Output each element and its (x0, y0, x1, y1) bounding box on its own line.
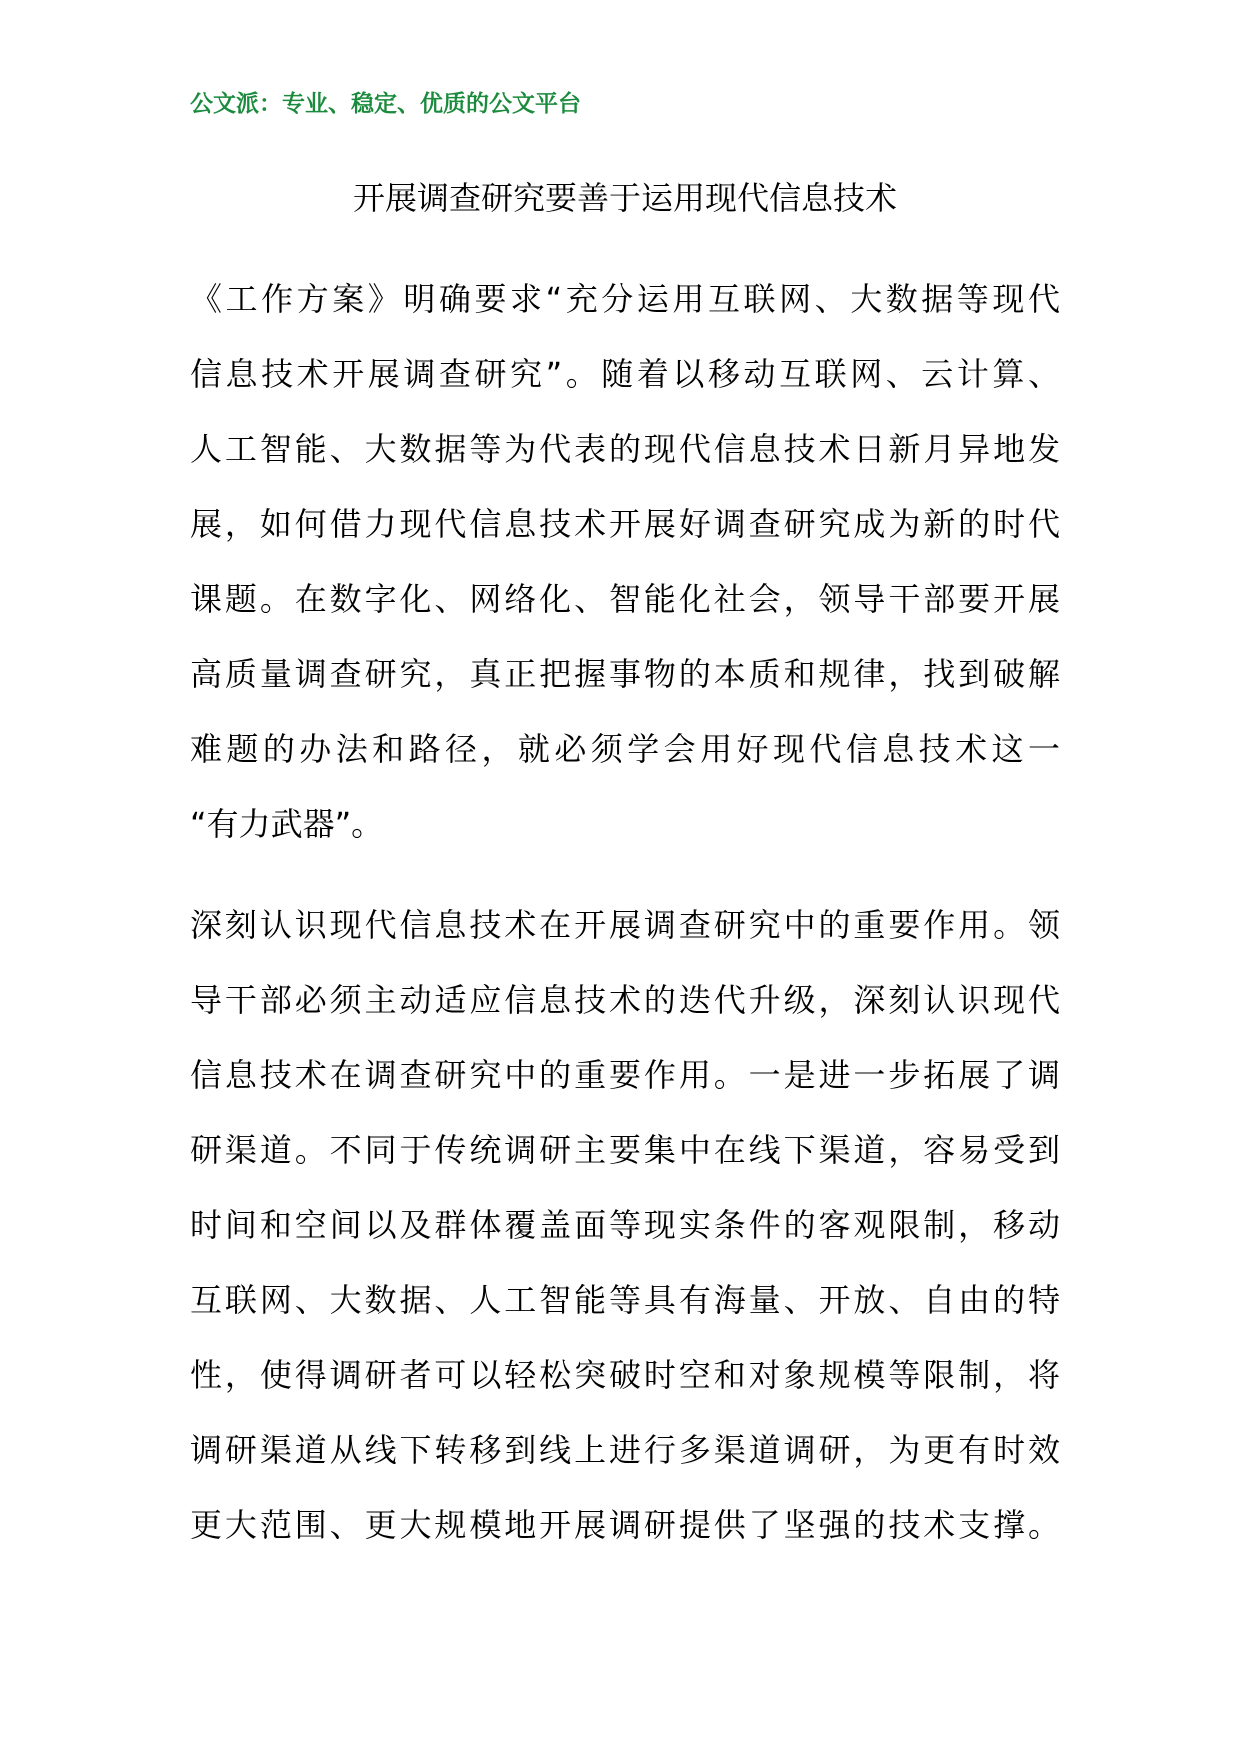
text-line: 调研渠道从线下转移到线上进行多渠道调研，为更有时效 (190, 1431, 1060, 1469)
paragraph (190, 888, 1060, 1563)
text-line: 深刻认识现代信息技术在开展调查研究中的重要作用。领 (190, 906, 1060, 944)
header-brand: 公文派：专业、稳定、优质的公文平台 (190, 90, 581, 117)
text-line: 展，如何借力现代信息技术开展好调查研究成为新的时代 (190, 505, 1060, 543)
text-line: 信息技术在调查研究中的重要作用。一是进一步拓展了调 (190, 1056, 1060, 1094)
text-line: 更大范围、更大规模地开展调研提供了坚强的技术支撑。 (190, 1506, 1060, 1544)
text-line: 高质量调查研究，真正把握事物的本质和规律，找到破解 (190, 655, 1060, 693)
text-line: 信息技术开展调查研究”。随着以移动互联网、云计算、 (190, 355, 1060, 393)
text-line: 互联网、大数据、人工智能等具有海量、开放、自由的特 (190, 1281, 1060, 1319)
text-line: 导干部必须主动适应信息技术的迭代升级，深刻认识现代 (190, 981, 1060, 1019)
text-line: 课题。在数字化、网络化、智能化社会，领导干部要开展 (190, 580, 1060, 618)
text-line: “有力武器”。 (190, 805, 384, 843)
text-line: 性，使得调研者可以轻松突破时空和对象规模等限制，将 (190, 1356, 1060, 1394)
paragraph (190, 262, 1060, 862)
document-body (190, 262, 1060, 1589)
text-line: 人工智能、大数据等为代表的现代信息技术日新月异地发 (190, 430, 1060, 468)
text-line: 《工作方案》明确要求“充分运用互联网、大数据等现代 (190, 280, 1060, 318)
text-line: 研渠道。不同于传统调研主要集中在线下渠道，容易受到 (190, 1131, 1060, 1169)
text-line: 难题的办法和路径，就必须学会用好现代信息技术这一 (190, 730, 1060, 768)
document-title: 开展调查研究要善于运用现代信息技术 (352, 179, 897, 217)
text-line: 时间和空间以及群体覆盖面等现实条件的客观限制，移动 (190, 1206, 1060, 1244)
